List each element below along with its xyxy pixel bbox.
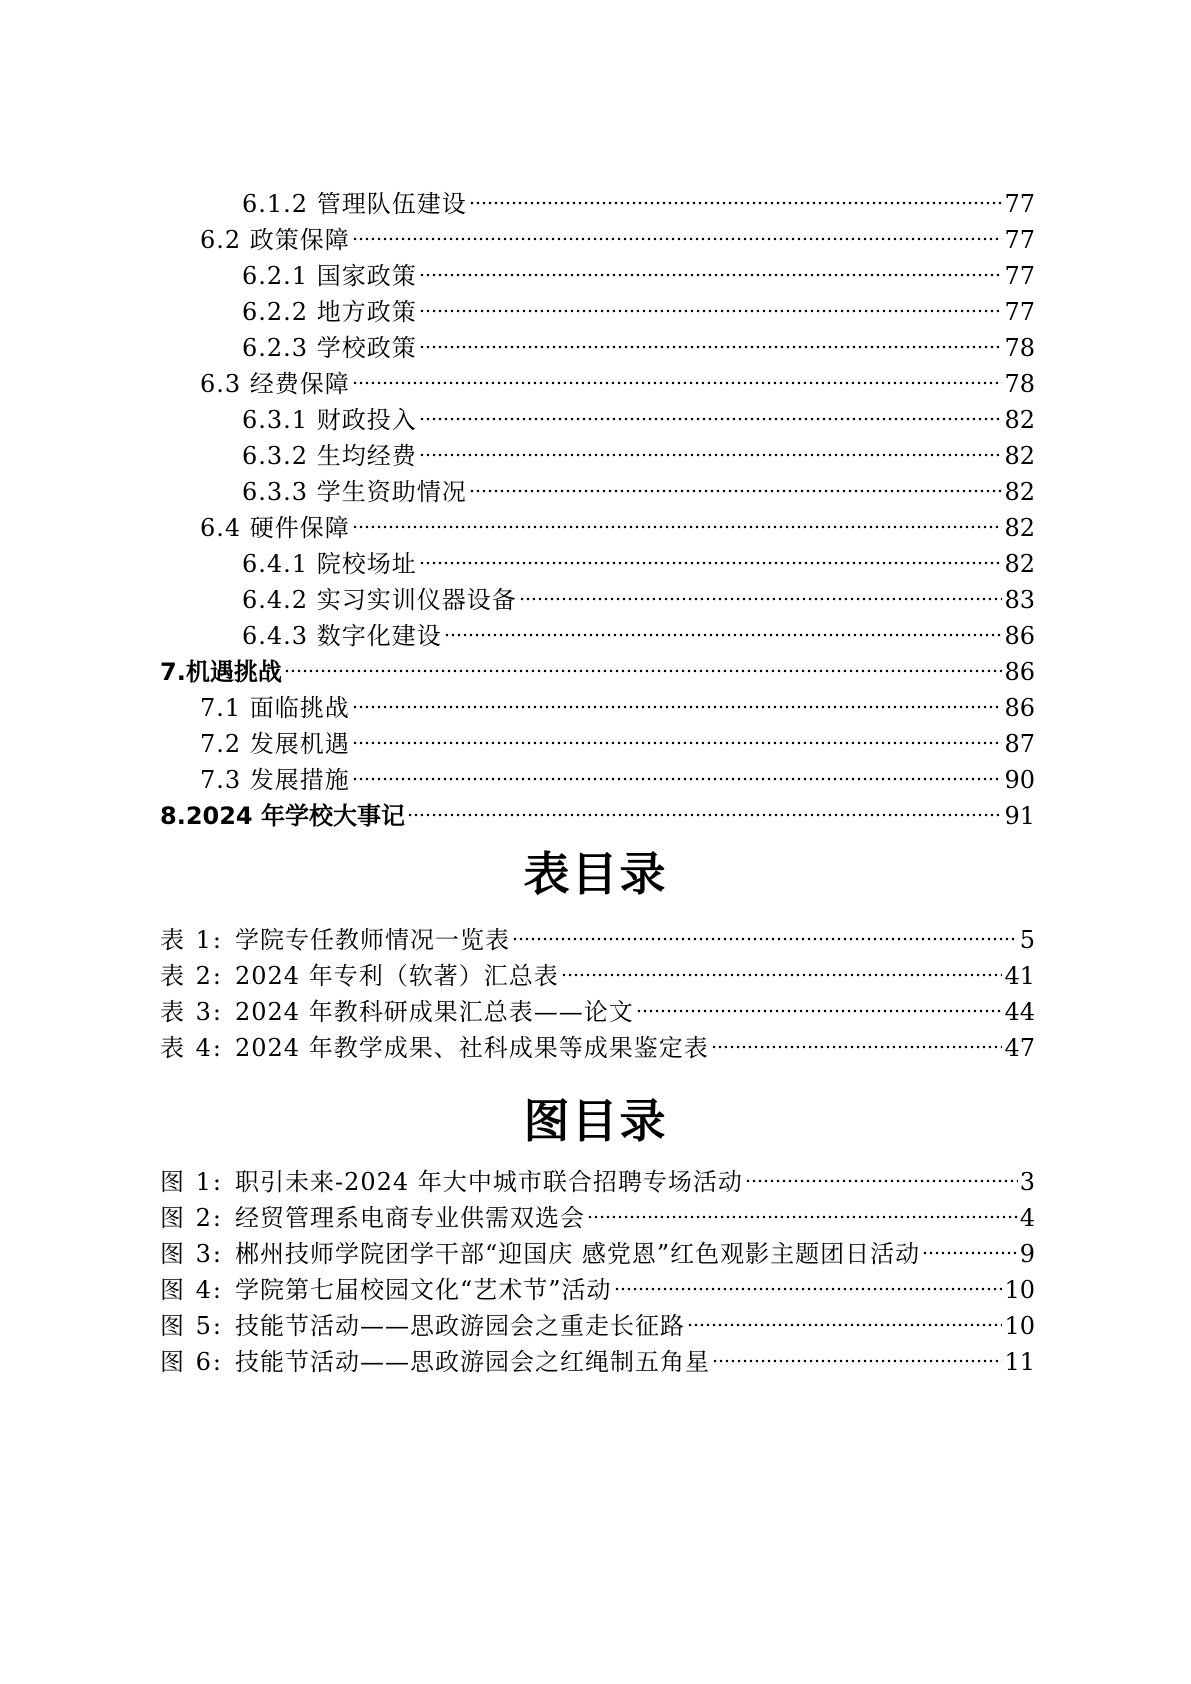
toc-entry-page-number: 86 — [1004, 658, 1035, 686]
toc-entry-label: 6.3.2 生均经费 — [242, 442, 417, 470]
toc-entry[interactable] — [160, 402, 1035, 438]
table-index-entry-page-number: 47 — [1004, 1034, 1035, 1062]
toc-entry[interactable] — [160, 222, 1035, 258]
toc-entry-label: 6.2.2 地方政策 — [242, 298, 417, 326]
dot-leader — [636, 1004, 1003, 1014]
table-index-entry-number: 表 4: — [160, 1034, 223, 1062]
dot-leader — [419, 268, 1003, 278]
toc-entry-page-number: 82 — [1004, 514, 1035, 542]
toc-entry[interactable] — [160, 474, 1035, 510]
table-index-entry[interactable] — [160, 1030, 1035, 1066]
dot-leader — [561, 968, 1003, 978]
table-index-entry[interactable] — [160, 958, 1035, 994]
toc-entry[interactable] — [160, 726, 1035, 762]
dot-leader — [745, 1174, 1018, 1184]
figure-index-entry-page-number: 9 — [1019, 1240, 1035, 1268]
figure-index-entry[interactable] — [160, 1308, 1035, 1344]
toc-entry[interactable] — [160, 654, 1035, 690]
figure-index-entry-label: 郴州技师学院团学干部“迎国庆 感党恩”红色观影主题团日活动 — [235, 1240, 921, 1268]
toc-entry-label: 7.机遇挑战 — [160, 658, 282, 686]
dot-leader — [284, 664, 1003, 674]
tables-index-heading: 表目录 — [523, 847, 668, 901]
figure-index-entry-page-number: 4 — [1019, 1204, 1035, 1232]
figure-index-entry[interactable] — [160, 1236, 1035, 1272]
table-index-entry-label: 2024 年教学成果、社科成果等成果鉴定表 — [235, 1034, 709, 1062]
dot-leader — [469, 196, 1003, 206]
dot-leader — [469, 484, 1003, 494]
toc-entry[interactable] — [160, 186, 1035, 222]
toc-entry[interactable] — [160, 582, 1035, 618]
toc-entry-label: 6.3 经费保障 — [200, 370, 350, 398]
table-index-entry-label: 学院专任教师情况一览表 — [235, 926, 510, 954]
dot-leader — [512, 932, 1018, 942]
dot-leader — [711, 1040, 1003, 1050]
figure-index-entry-label: 职引未来-2024 年大中城市联合招聘专场活动 — [235, 1168, 743, 1196]
toc-entry-page-number: 82 — [1004, 550, 1035, 578]
toc-entry-page-number: 77 — [1004, 262, 1035, 290]
toc-entry[interactable] — [160, 510, 1035, 546]
dot-leader — [614, 1282, 1003, 1292]
toc-entry-label: 6.4.2 实习实训仪器设备 — [242, 586, 517, 614]
table-index-entry[interactable] — [160, 922, 1035, 958]
toc-entry-label: 7.3 发展措施 — [200, 766, 350, 794]
toc-entry-label: 6.2.1 国家政策 — [242, 262, 417, 290]
dot-leader — [352, 700, 1003, 710]
table-index-entry-page-number: 5 — [1019, 926, 1035, 954]
dot-leader — [419, 340, 1003, 350]
dot-leader — [419, 448, 1003, 458]
dot-leader — [419, 304, 1003, 314]
figure-index-entry-label: 经贸管理系电商专业供需双选会 — [235, 1204, 585, 1232]
toc-entry-label: 6.1.2 管理队伍建设 — [242, 190, 467, 218]
figure-index-entry-label: 技能节活动——思政游园会之红绳制五角星 — [235, 1348, 710, 1376]
toc-entry[interactable] — [160, 366, 1035, 402]
toc-entry-label: 6.4.1 院校场址 — [242, 550, 417, 578]
table-index-entry-label: 2024 年教科研成果汇总表——论文 — [235, 998, 634, 1026]
toc-entry[interactable] — [160, 294, 1035, 330]
figure-index-entry[interactable] — [160, 1200, 1035, 1236]
toc-entry-page-number: 82 — [1004, 406, 1035, 434]
toc-entry-page-number: 86 — [1004, 694, 1035, 722]
table-index-entry-number: 表 2: — [160, 962, 223, 990]
figure-index-entry-number: 图 4: — [160, 1276, 223, 1304]
toc-entry-page-number: 77 — [1004, 298, 1035, 326]
dot-leader — [352, 520, 1003, 530]
dot-leader — [922, 1246, 1018, 1256]
figure-index-entry-page-number: 10 — [1004, 1312, 1035, 1340]
toc-entry-page-number: 78 — [1004, 334, 1035, 362]
table-index-entry-page-number: 41 — [1004, 962, 1035, 990]
dot-leader — [419, 556, 1003, 566]
figure-index-entry-number: 图 6: — [160, 1348, 223, 1376]
toc-entry-label: 6.3.3 学生资助情况 — [242, 478, 467, 506]
figure-index-entry-number: 图 2: — [160, 1204, 223, 1232]
figure-index-entry-label: 学院第七届校园文化“艺术节”活动 — [235, 1276, 612, 1304]
toc-entry-label: 7.2 发展机遇 — [200, 730, 350, 758]
figure-index-entry[interactable] — [160, 1344, 1035, 1380]
dot-leader — [407, 808, 1002, 818]
figure-index-entry-number: 图 5: — [160, 1312, 223, 1340]
toc-entry-page-number: 77 — [1004, 226, 1035, 254]
toc-entry-page-number: 83 — [1004, 586, 1035, 614]
toc-list — [160, 186, 1035, 834]
figures-index-list — [160, 1164, 1035, 1380]
toc-entry[interactable] — [160, 690, 1035, 726]
table-index-entry-number: 表 1: — [160, 926, 223, 954]
table-index-entry-page-number: 44 — [1004, 998, 1035, 1026]
dot-leader — [444, 628, 1003, 638]
figures-index-heading: 图目录 — [523, 1094, 668, 1148]
dot-leader — [352, 772, 1003, 782]
toc-entry-label: 6.4 硬件保障 — [200, 514, 350, 542]
dot-leader — [519, 592, 1003, 602]
dot-leader — [687, 1318, 1002, 1328]
figure-index-entry-page-number: 10 — [1004, 1276, 1035, 1304]
figure-index-entry-number: 图 3: — [160, 1240, 223, 1268]
tables-index-list — [160, 922, 1035, 1066]
toc-entry[interactable] — [160, 438, 1035, 474]
toc-entry-page-number: 87 — [1004, 730, 1035, 758]
toc-entry-page-number: 86 — [1004, 622, 1035, 650]
toc-entry[interactable] — [160, 798, 1035, 834]
toc-entry-page-number: 82 — [1004, 442, 1035, 470]
dot-leader — [352, 376, 1003, 386]
toc-entry-page-number: 77 — [1004, 190, 1035, 218]
toc-entry[interactable] — [160, 762, 1035, 798]
toc-entry-label: 8.2024 年学校大事记 — [160, 802, 405, 830]
dot-leader — [352, 232, 1003, 242]
figure-index-entry-page-number: 3 — [1019, 1168, 1035, 1196]
toc-entry-label: 6.3.1 财政投入 — [242, 406, 417, 434]
toc-entry[interactable] — [160, 546, 1035, 582]
toc-entry[interactable] — [160, 330, 1035, 366]
figure-index-entry[interactable] — [160, 1164, 1035, 1200]
toc-entry[interactable] — [160, 258, 1035, 294]
toc-entry-label: 6.2 政策保障 — [200, 226, 350, 254]
table-index-entry-label: 2024 年专利（软著）汇总表 — [235, 962, 559, 990]
figure-index-entry-page-number: 11 — [1004, 1348, 1035, 1376]
toc-entry-page-number: 78 — [1004, 370, 1035, 398]
table-index-entry-number: 表 3: — [160, 998, 223, 1026]
dot-leader — [587, 1210, 1018, 1220]
toc-entry-page-number: 91 — [1004, 802, 1035, 830]
toc-entry-label: 6.4.3 数字化建设 — [242, 622, 442, 650]
toc-entry-label: 7.1 面临挑战 — [200, 694, 350, 722]
toc-entry-page-number: 82 — [1004, 478, 1035, 506]
dot-leader — [419, 412, 1003, 422]
dot-leader — [712, 1354, 1002, 1364]
toc-entry[interactable] — [160, 618, 1035, 654]
figure-index-entry-number: 图 1: — [160, 1168, 223, 1196]
figure-index-entry[interactable] — [160, 1272, 1035, 1308]
table-index-entry[interactable] — [160, 994, 1035, 1030]
figure-index-entry-label: 技能节活动——思政游园会之重走长征路 — [235, 1312, 685, 1340]
toc-entry-label: 6.2.3 学校政策 — [242, 334, 417, 362]
dot-leader — [352, 736, 1003, 746]
toc-entry-page-number: 90 — [1004, 766, 1035, 794]
